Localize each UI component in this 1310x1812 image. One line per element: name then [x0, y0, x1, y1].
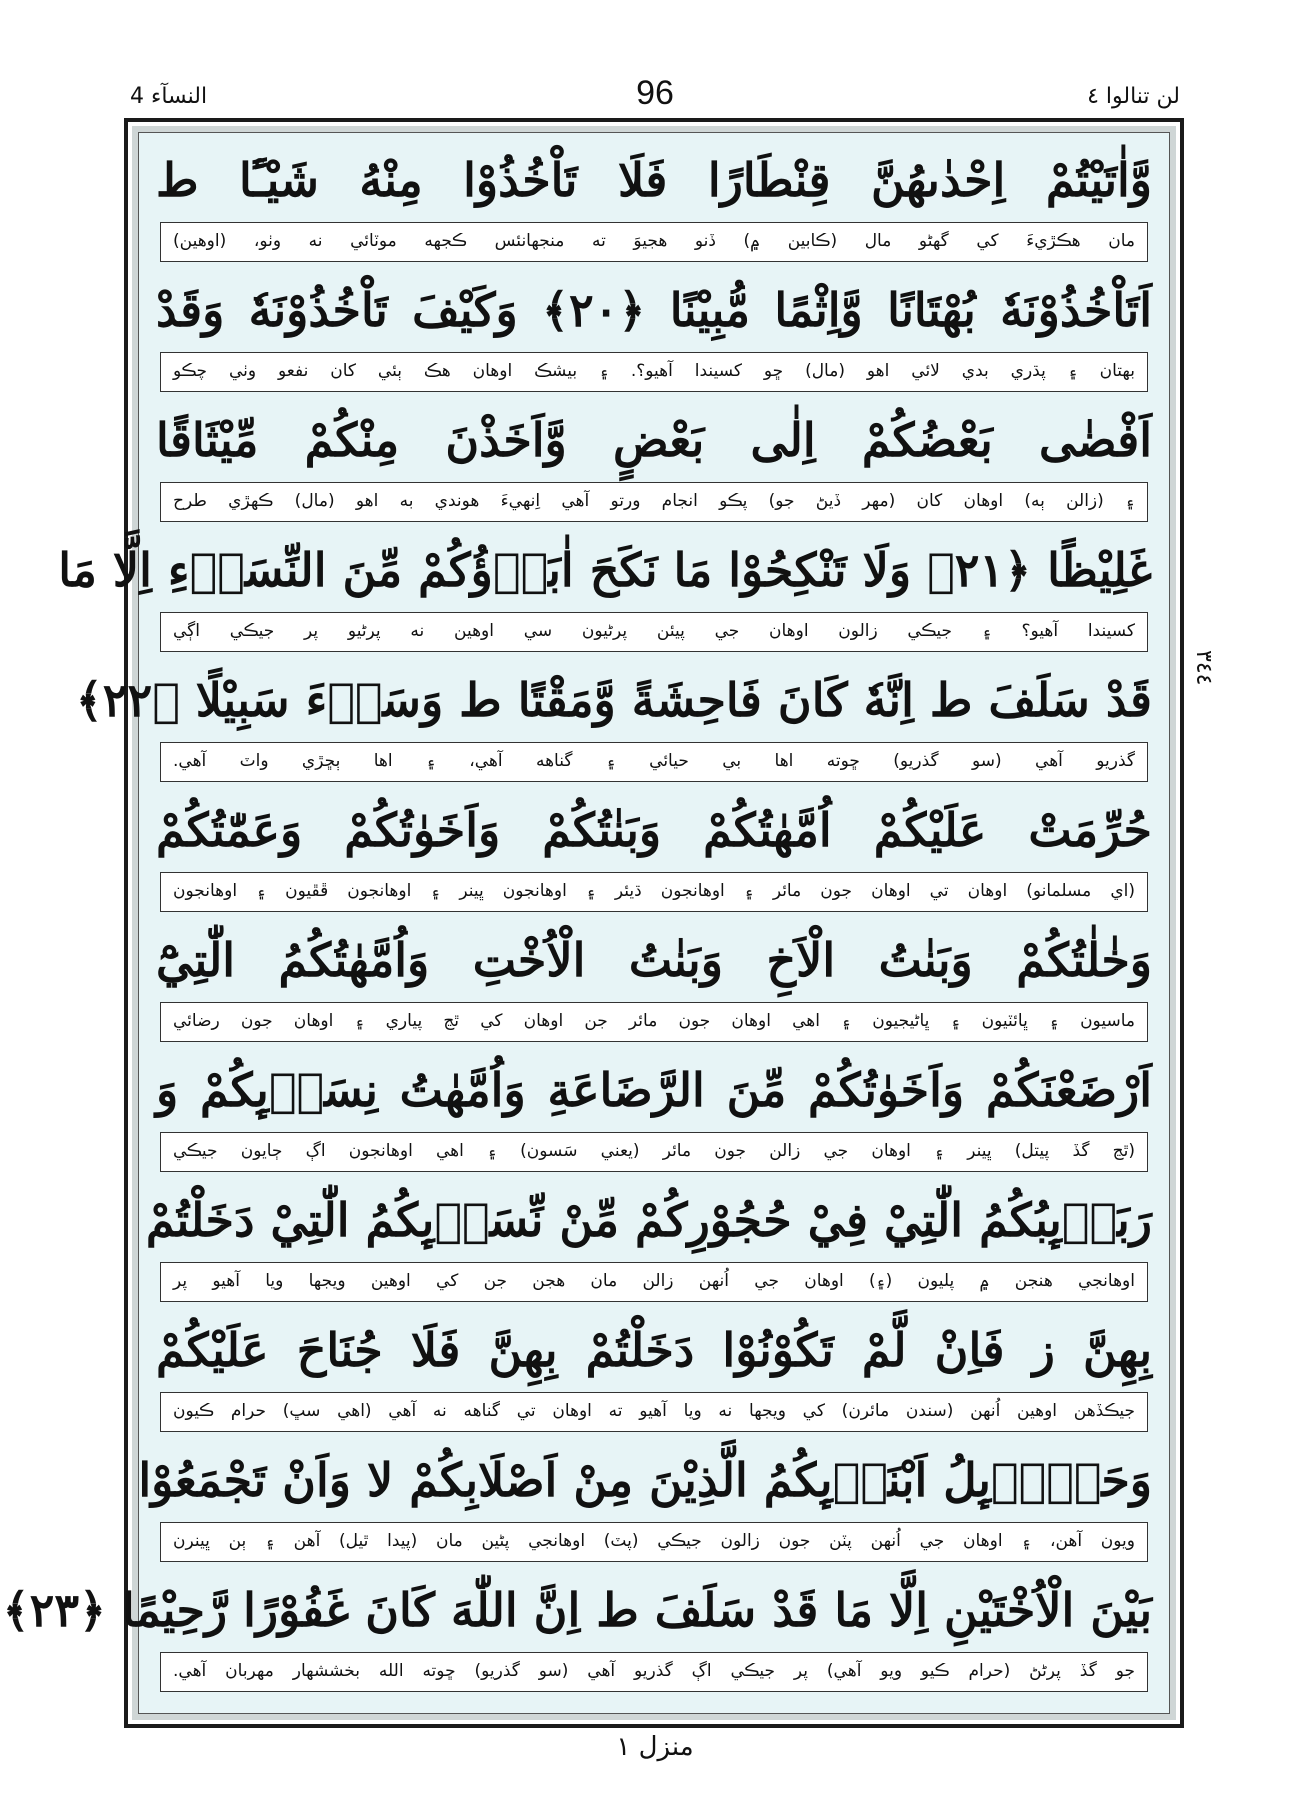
- page-frame-inner: [2, 126, 1176, 1720]
- surah-label: النسآء 4: [130, 84, 208, 109]
- translation-line: گذريو آهي (سو گذريو) ڇوته اها بي حيائي ۽ گناهه آهي، ۽ اها ٻڇڙي واٽ آهي.: [160, 742, 1148, 782]
- verse-line: غَلِيْظًا ﴿٢١﴾ وَلَا تَنْكِحُوْا مَا نَكَحَ اٰبَاۗؤُكُمْ مِّنَ النِّسَاۗءِ اِلَّا مَا: [58, 543, 1152, 597]
- verse-line: اَتَاْخُذُوْنَهٗ بُهْتَانًا وَّاِثْمًا مُّبِيْنًا ﴿٢٠﴾ وَكَيْفَ تَاْخُذُوْنَهٗ وَقَدْ: [156, 283, 1152, 337]
- translation-line: ۽ (زالن ٻه) اوهان کان (مهر ڏيڻ جو) پڪو انجام ورتو آهي اِنهيءَ هوندي به اهو (مال) ڪهڙي طرح: [160, 482, 1148, 522]
- translation-line: جيڪڏهن اوهين اُنهن (سندن مائرن) کي ويجها نه ويا آهيو ته اوهان تي گناهه نه آهي (اهي سڀ) حرام ڪيون: [160, 1392, 1148, 1432]
- translation-line: جو گڏ پرڻڻ (حرام ڪيو ويو آهي) پر جيڪي اڳ گذريو آهي (سو گذريو) ڇوته الله بخششهار مهربان آهي.: [160, 1652, 1148, 1692]
- verse-line: اَرْضَعْنَكُمْ وَاَخَوٰتُكُمْ مِّنَ الرَّضَاعَةِ وَاُمَّهٰتُ نِسَاۗىِٕكُمْ وَ: [156, 1063, 1152, 1117]
- translation-line: ماسيون ۽ ڀائٽيون ۽ ڀاڻيجيون ۽ اهي اوهان جون مائر جن اوهان کي ٿڃ پياري ۽ اوهان جون رضائي: [160, 1002, 1148, 1042]
- margin-note: ٣٤٤: [1191, 650, 1216, 686]
- translation-line: (اي مسلمانو) اوهان تي اوهان جون مائر ۽ اوهانجون ڌيئر ۽ اوهانجون ڀينر ۽ اوهانجون ڦڦيون ۽ اوهانجون: [160, 872, 1148, 912]
- verse-line: قَدْ سَلَفَ ط اِنَّهٗ كَانَ فَاحِشَةً وَّمَقْتًا ط وَسَاۗءَ سَبِيْلًا ﴿٢٢﴾: [75, 673, 1152, 727]
- translation-line: ويون آهن، ۽ اوهان جي اُنهن پٽن جون زالون جيڪي (پٽ) اوهانجي پڻين مان (پيدا ٿيل) آهن ۽ ٻن ڀينرن: [160, 1522, 1148, 1562]
- verse-line: بَيْنَ الْاُخْتَيْنِ اِلَّا مَا قَدْ سَلَفَ ط اِنَّ اللّٰهَ كَانَ غَفُوْرًا رَّحِيْمًا ﴿٢٣﴾: [2, 1583, 1152, 1637]
- manzil-footer: منزل ١: [616, 1732, 694, 1762]
- translation-line: کسيندا آهيو؟ ۽ جيڪي زالون اوهان جي پيئن پرڻيون سي اوهين نه پرڻيو پر جيڪي اڳي: [160, 612, 1148, 652]
- verse-line: وَحَلَاۗىِٕلُ اَبْنَاۗىِٕكُمُ الَّذِيْنَ مِنْ اَصْلَابِكُمْ لا وَاَنْ تَجْمَعُوْا: [138, 1453, 1152, 1507]
- translation-line: بهتان ۽ پڌري بدي لائي اهو (مال) ڇو کسيندا آهيو؟. ۽ بيشڪ اوهان هڪ ٻئي کان نفعو وٺي چڪو: [160, 352, 1148, 392]
- verse-line: وَخٰلٰتُكُمْ وَبَنٰتُ الْاَخِ وَبَنٰتُ الْاُخْتِ وَاُمَّهٰتُكُمُ الّٰتِيْٓ: [156, 933, 1152, 987]
- verse-line: حُرِّمَتْ عَلَيْكُمْ اُمَّهٰتُكُمْ وَبَنٰتُكُمْ وَاَخَوٰتُكُمْ وَعَمّٰتُكُمْ: [156, 803, 1152, 857]
- page-number: 96: [636, 74, 674, 112]
- translation-line: مان هڪڙيءَ کي گهڻو مال (ڪابين ۾) ڏنو هجيوَ ته منجهانئس ڪجهه موٽائي نه وٺو، (اوهين): [160, 222, 1148, 262]
- verse-line: بِهِنَّ ز فَاِنْ لَّمْ تَكُوْنُوْا دَخَلْتُمْ بِهِنَّ فَلَا جُنَاحَ عَلَيْكُمْ: [156, 1323, 1152, 1377]
- para-label: لن تنالوا ٤: [1087, 84, 1180, 109]
- verse-line: وَّاٰتَيْتُمْ اِحْدٰىهُنَّ قِنْطَارًا فَلَا تَاْخُذُوْا مِنْهُ شَيْـًٔا ط: [156, 153, 1152, 207]
- verse-content: [2, 146, 1152, 1704]
- verse-line: رَبَاۗىِٕبُكُمُ الّٰتِيْ فِيْ حُجُوْرِكُمْ مِّنْ نِّسَاۗىِٕكُمُ الّٰتِيْ دَخَلْتُمْ: [145, 1193, 1152, 1247]
- verse-line: اَفْضٰى بَعْضُكُمْ اِلٰى بَعْضٍ وَّاَخَذْنَ مِنْكُمْ مِّيْثَاقًا: [156, 413, 1152, 467]
- translation-line: (ٿڃ گڏ پيتل) ڀينر ۽ اوهان جي زالن جون مائر (يعني سَسون) ۽ اهي اوهانجون اڳ ڄايون جيڪي: [160, 1132, 1148, 1172]
- page-frame: [2, 118, 1184, 1728]
- translation-line: اوهانجي هنجن ۾ پليون (۽) اوهان جي اُنهن زالن مان هجن جن کي اوهين ويجها ويا آهيو پر: [160, 1262, 1148, 1302]
